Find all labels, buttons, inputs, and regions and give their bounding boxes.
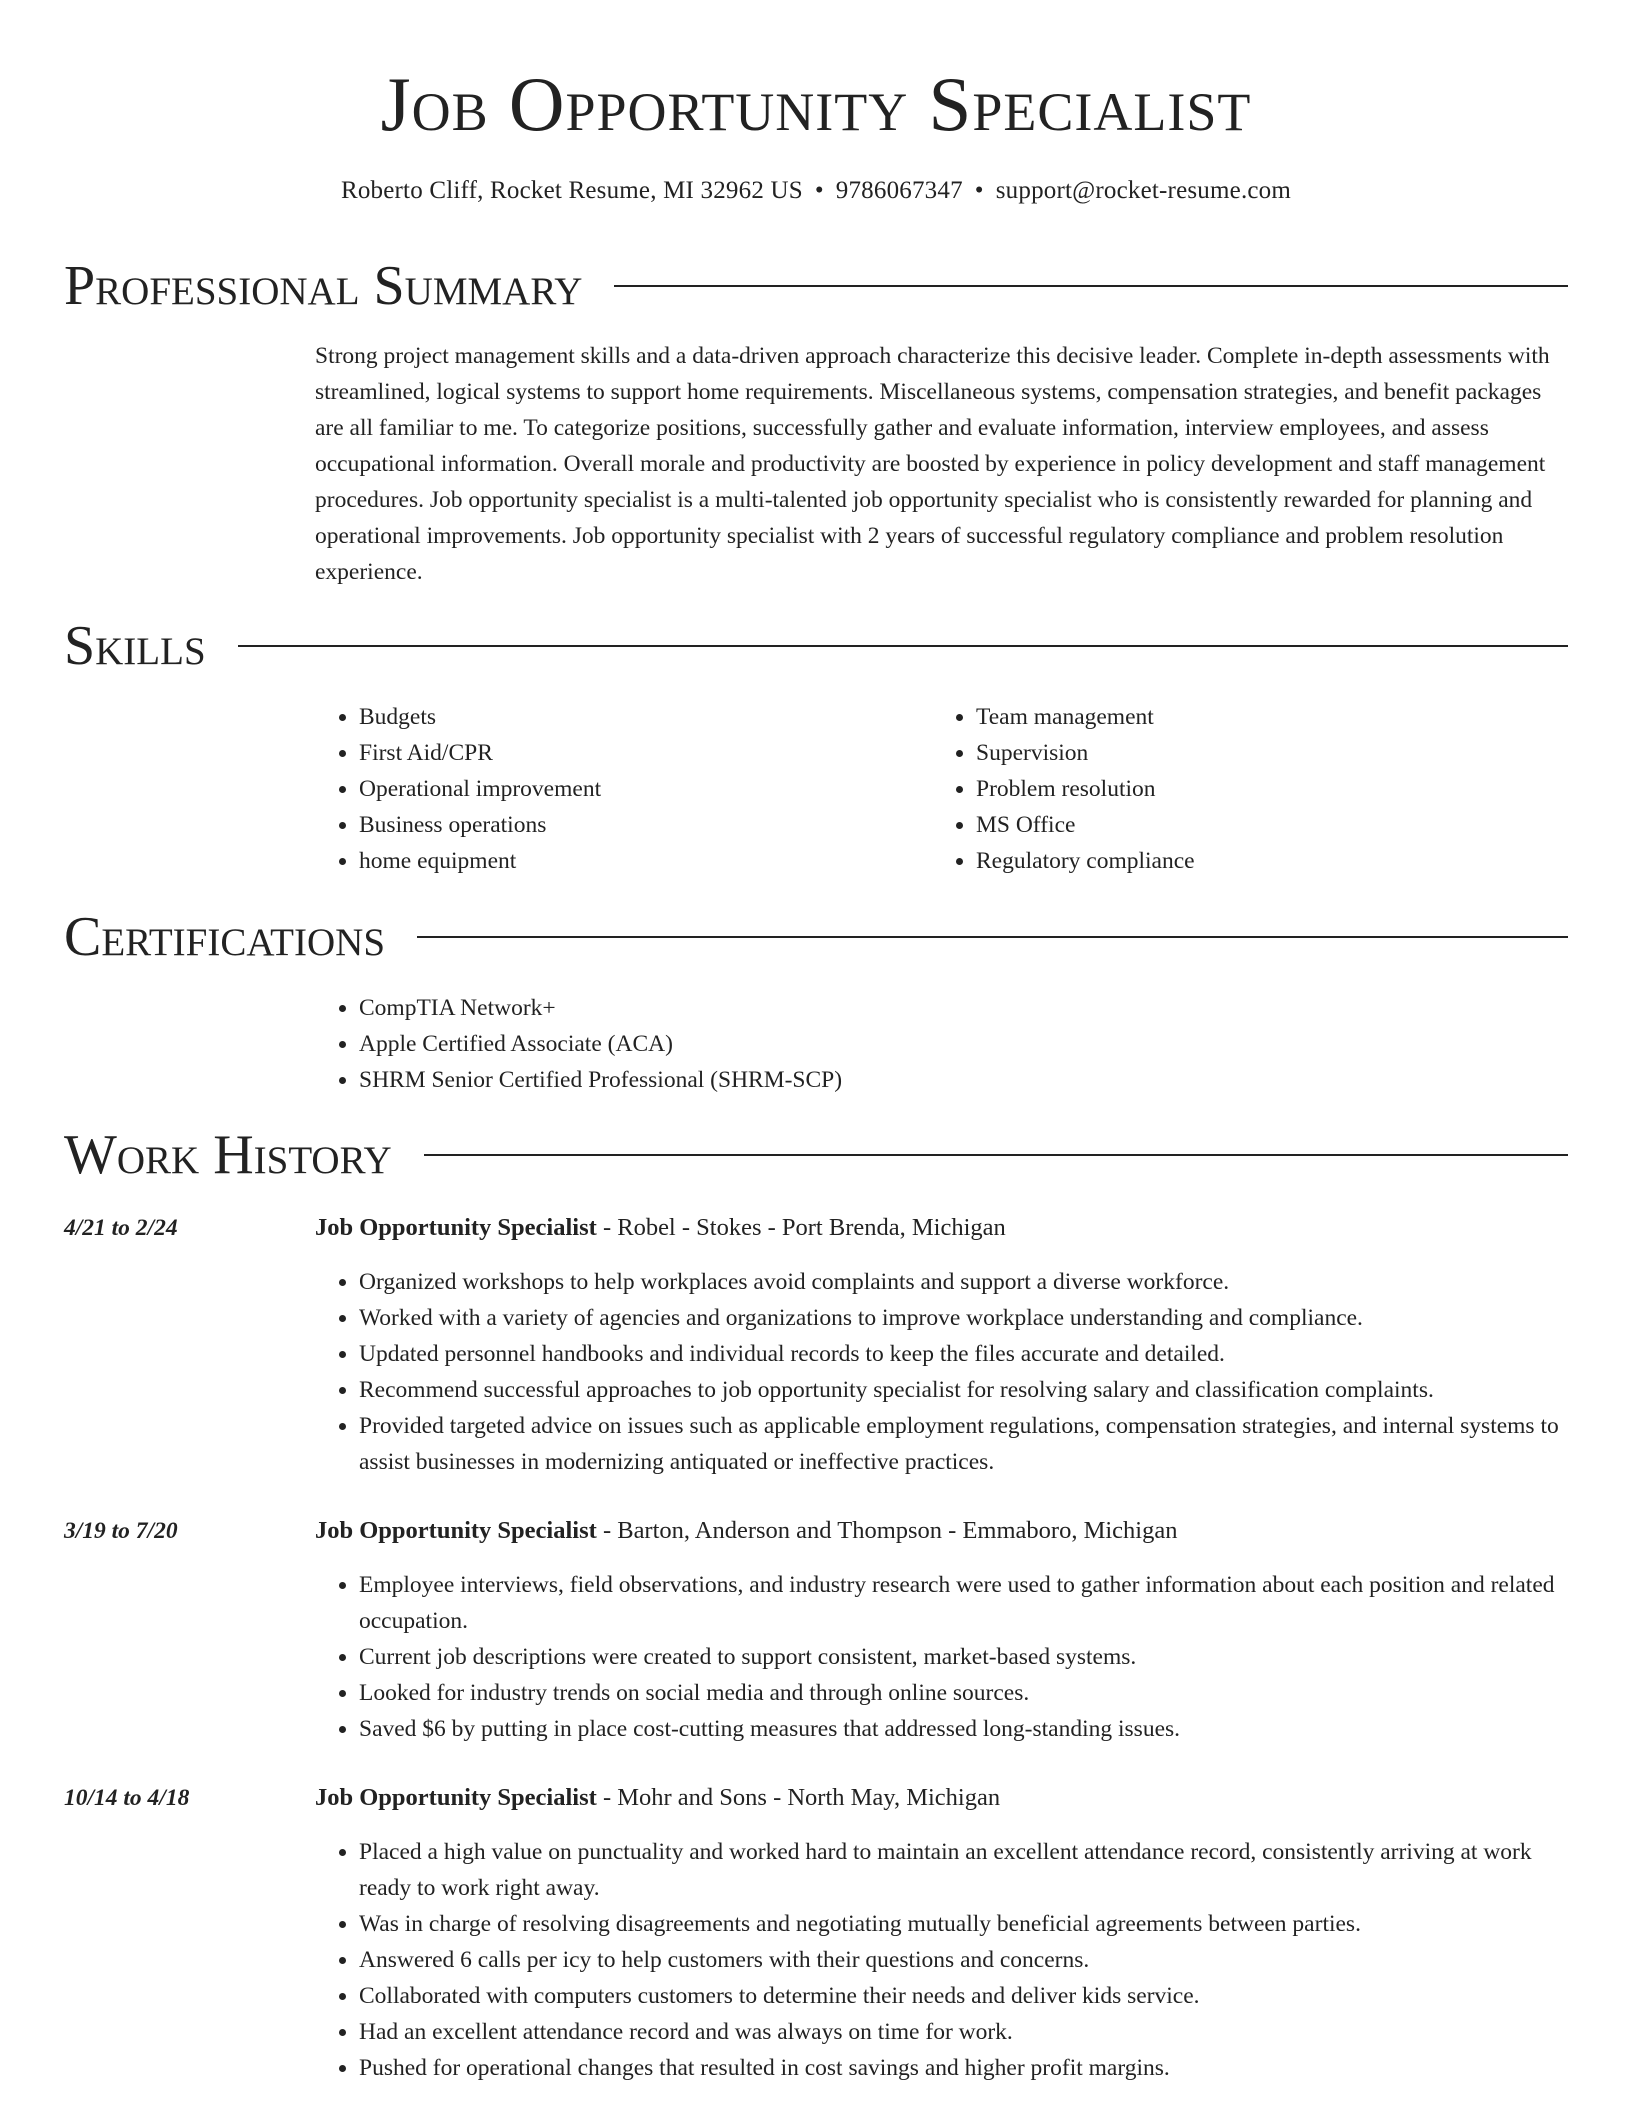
work-duty-item: • Organized workshops to help workplaces avoid complaints and support a diverse workforce. — [359, 1264, 1577, 1300]
work-title-line — [315, 1210, 1575, 1246]
certifications-section-header — [64, 905, 1568, 969]
work-duty-item: • Pushed for operational changes that resulted in cost savings and higher profit margins. — [359, 2050, 1577, 2086]
work-title-line — [315, 1513, 1575, 1549]
work-duty-item: • Recommend successful approaches to job opportunity specialist for resolving salary and classification complaints. — [359, 1372, 1577, 1408]
contact-line — [0, 174, 1632, 208]
skills-column-right — [932, 699, 1552, 879]
work-dates: 3/19 to 7/20 — [64, 1518, 178, 1544]
work-duty-item: • Saved $6 by putting in place cost-cutting measures that addressed long-standing issues. — [359, 1711, 1577, 1747]
work-duty-item: • Employee interviews, field observations, and industry research were used to gather information about each position and related occupation. — [359, 1567, 1577, 1639]
certification-item: • Apple Certified Associate (ACA) — [359, 1026, 1515, 1062]
contact-address: Roberto Cliff, Rocket Resume, MI 32962 US — [340, 177, 803, 204]
section-divider — [424, 1154, 1568, 1156]
work-duties — [315, 1264, 1577, 1480]
certifications-list — [315, 990, 1515, 1098]
section-divider — [614, 285, 1568, 287]
work-section-title: Work History — [64, 1124, 392, 1186]
skill-item: • home equipment — [359, 843, 875, 879]
summary-section-header — [64, 254, 1568, 318]
work-duty-item: • Placed a high value on punctuality and worked hard to maintain an excellent attendance record, consistently arriving at work ready to work right away. — [359, 1834, 1577, 1906]
skill-item: • Problem resolution — [976, 771, 1552, 807]
certification-item: • CompTIA Network+ — [359, 990, 1515, 1026]
work-duties — [315, 1834, 1577, 2086]
work-section-header — [64, 1123, 1568, 1187]
work-duty-item: • Answered 6 calls per icy to help customers with their questions and concerns. — [359, 1942, 1577, 1978]
resume-title: Job Opportunity Specialist — [380, 61, 1252, 147]
work-dates: 4/21 to 2/24 — [64, 1215, 178, 1241]
contact-separator: • — [974, 177, 984, 204]
skill-item: • Operational improvement — [359, 771, 875, 807]
work-employer: - Barton, Anderson and Thompson - Emmaboro, Michigan — [596, 1517, 1178, 1544]
skill-item: • First Aid/CPR — [359, 735, 875, 771]
work-duty-item: • Looked for industry trends on social media and through online sources. — [359, 1675, 1577, 1711]
work-duty-item: • Current job descriptions were created to support consistent, market-based systems. — [359, 1639, 1577, 1675]
work-job-title: Job Opportunity Specialist — [315, 1517, 597, 1544]
skills-section-header — [64, 614, 1568, 678]
work-duties — [315, 1567, 1577, 1747]
section-divider — [238, 645, 1568, 647]
work-title-line — [315, 1780, 1575, 1816]
contact-phone: 9786067347 — [835, 177, 963, 204]
summary-section-title: Professional Summary — [64, 255, 583, 317]
skill-item: • Supervision — [976, 735, 1552, 771]
work-job-title: Job Opportunity Specialist — [315, 1214, 597, 1241]
work-duty-item: • Worked with a variety of agencies and organizations to improve workplace understanding and compliance. — [359, 1300, 1577, 1336]
certification-item: • SHRM Senior Certified Professional (SHRM-SCP) — [359, 1062, 1515, 1098]
summary-text: Strong project management skills and a data-driven approach characterize this decisive leader. Complete in-depth assessments with streamlined, logical systems to support home requirements. Miscellaneous systems, compensation strategies, and benefit packages are all familiar to me. To categorize positions, successfully gather and evaluate information, interview employees, and assess occupational information. Overall morale and productivity are boosted by experience in policy development and staff management procedures. Job opportunity specialist is a multi-talented job opportunity specialist who is consistently rewarded for planning and operational improvements. Job opportunity specialist with 2 years of successful regulatory compliance and problem resolution experience. — [315, 343, 1550, 585]
skill-item: • Budgets — [359, 699, 875, 735]
skills-column-left — [315, 699, 875, 879]
certifications-section-title: Certifications — [64, 906, 386, 968]
work-duty-item: • Updated personnel handbooks and individual records to keep the files accurate and detailed. — [359, 1336, 1577, 1372]
work-job-title: Job Opportunity Specialist — [315, 1784, 597, 1811]
contact-email: support@rocket-resume.com — [995, 177, 1292, 204]
work-duty-item: • Was in charge of resolving disagreements and negotiating mutually beneficial agreements between parties. — [359, 1906, 1577, 1942]
section-divider — [417, 936, 1568, 938]
skill-item: • Business operations — [359, 807, 875, 843]
skill-item: • Team management — [976, 699, 1552, 735]
contact-separator: • — [814, 177, 824, 204]
skill-item: • Regulatory compliance — [976, 843, 1552, 879]
skill-item: • MS Office — [976, 807, 1552, 843]
work-duty-item: • Provided targeted advice on issues such as applicable employment regulations, compensation strategies, and internal systems to assist businesses in modernizing antiquated or ineffective practices. — [359, 1408, 1577, 1480]
work-duty-item: • Had an excellent attendance record and was always on time for work. — [359, 2014, 1577, 2050]
work-employer: - Mohr and Sons - North May, Michigan — [596, 1784, 1001, 1811]
work-dates: 10/14 to 4/18 — [64, 1785, 190, 1811]
work-duty-item: • Collaborated with computers customers to determine their needs and deliver kids service. — [359, 1978, 1577, 2014]
skills-section-title: Skills — [64, 615, 206, 677]
work-employer: - Robel - Stokes - Port Brenda, Michigan — [596, 1214, 1006, 1241]
